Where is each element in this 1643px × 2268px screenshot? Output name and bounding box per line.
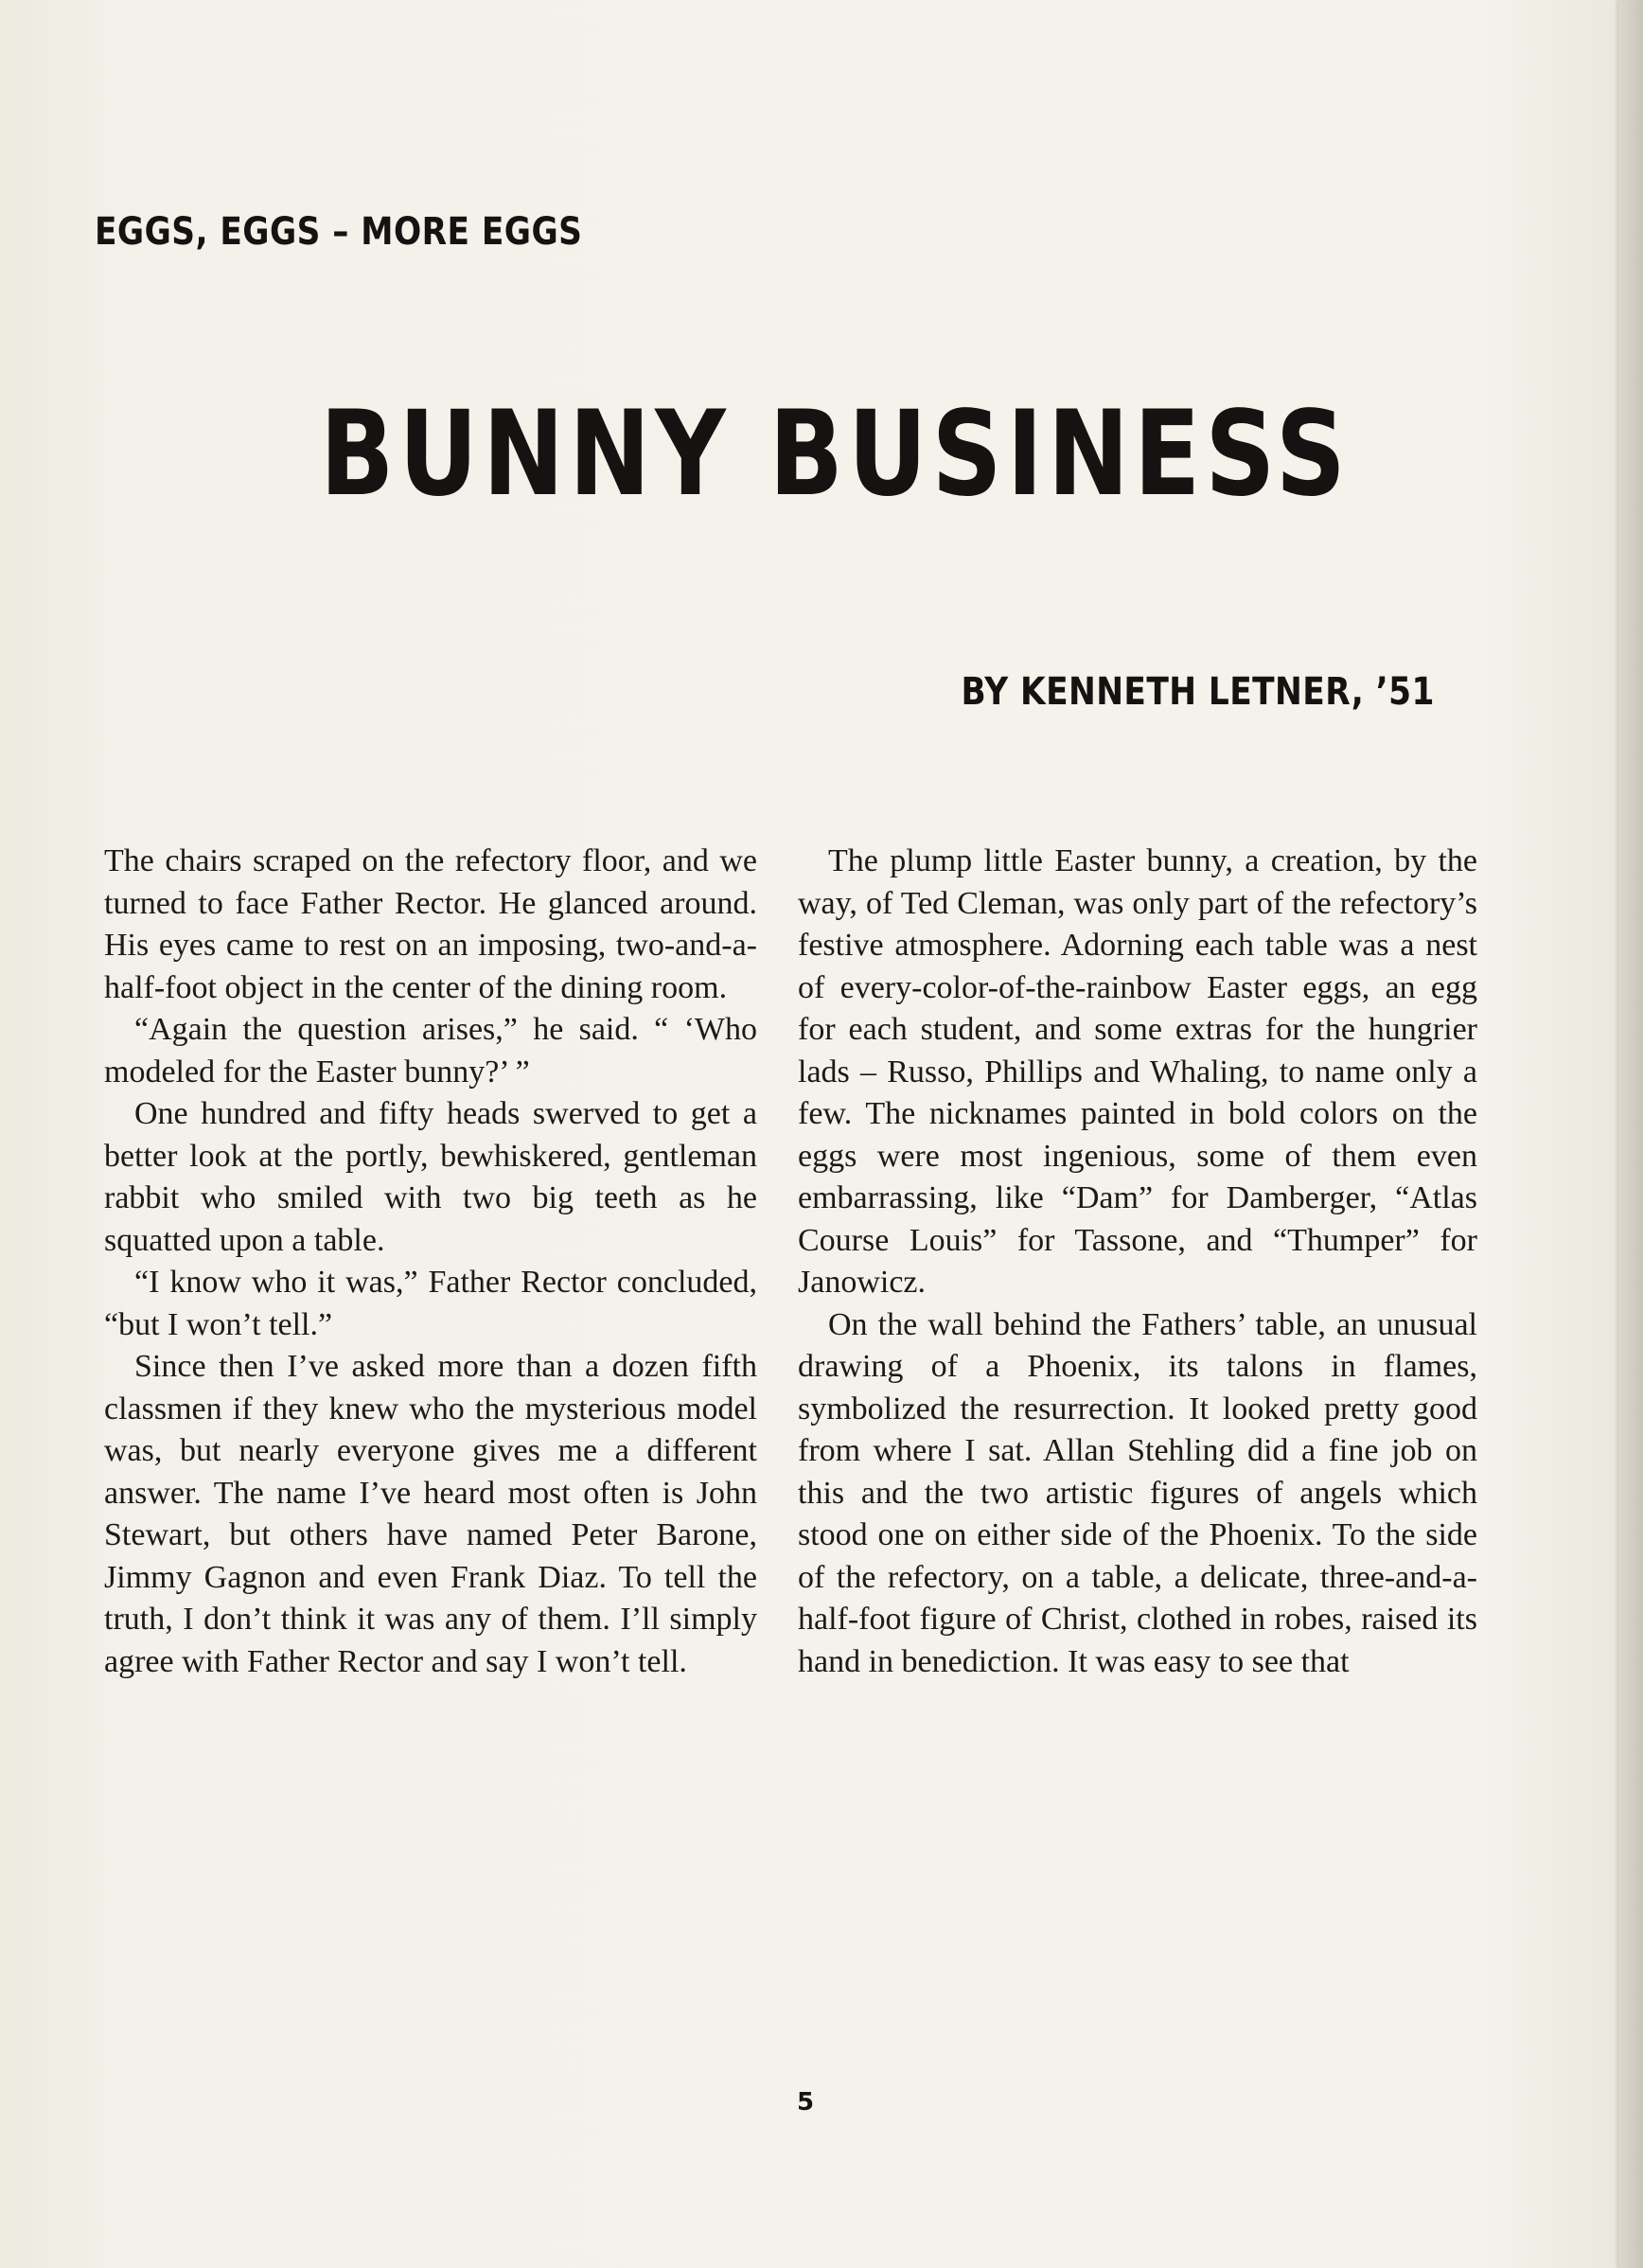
left-column [104, 841, 757, 1683]
article-kicker: EGGS, EGGS – MORE EGGS [95, 210, 583, 254]
article-headline: BUNNY BUSINESS [320, 386, 1351, 523]
paragraph: Since then I’ve asked more than a dozen fifth classmen if they knew who the mysterious model was, but nearly everyone gives me a different answer. The name I’ve heard most often is John Stewart, but others have named Peter Barone, Jimmy Gagnon and even Frank Diaz. To tell the truth, I don’t think it was any of them. I’ll simply agree with Father Rector and say I won’t tell. [104, 1349, 757, 1679]
right-column [798, 841, 1477, 1683]
paragraph: One hundred and fifty heads swerved to get a better look at the portly, bewhiskered, gentleman rabbit who smiled with two big teeth as he squatted upon a table. [104, 1096, 757, 1258]
paragraph: “Again the question arises,” he said. “ ‘Who modeled for the Easter bunny?’ ” [104, 1012, 757, 1090]
page-number: 5 [797, 2088, 815, 2117]
paragraph: The plump little Easter bunny, a creation, by the way, of Ted Cleman, was only part of the refectory’s festive atmosphere. Adorning each table was a nest of every-color-of-the-rainbow Easter eggs, an egg for each student, and some extras for the hungrier lads – Russo, Phillips and Whaling, to name only a few. The nicknames painted in bold colors on the eggs were most ingenious, some of them even embarrassing, like “Dam” for Damberger, “Atlas Course Louis” for Tassone, and “Thumper” for Janowicz. [798, 843, 1477, 1300]
paragraph: “I know who it was,” Father Rector concluded, “but I won’t tell.” [104, 1265, 757, 1342]
paragraph: The chairs scraped on the refectory floor, and we turned to face Father Rector. He glanced around. His eyes came to rest on an imposing, two-and-a-half-foot object in the center of the dining room. [104, 843, 757, 1005]
page-edge-shadow [1618, 0, 1643, 2268]
paragraph: On the wall behind the Fathers’ table, an unusual drawing of a Phoenix, its talons in flames, symbolized the resurrection. It looked pretty good from where I sat. Allan Stehling did a fine job on this and the two artistic figures of angels which stood one on either side of the Phoenix. To the side of the refectory, on a table, a delicate, three-and-a-half-foot figure of Christ, clothed in robes, raised its hand in benediction. It was easy to see that [798, 1306, 1477, 1679]
article-byline: BY KENNETH LETNER, ’51 [961, 670, 1435, 714]
